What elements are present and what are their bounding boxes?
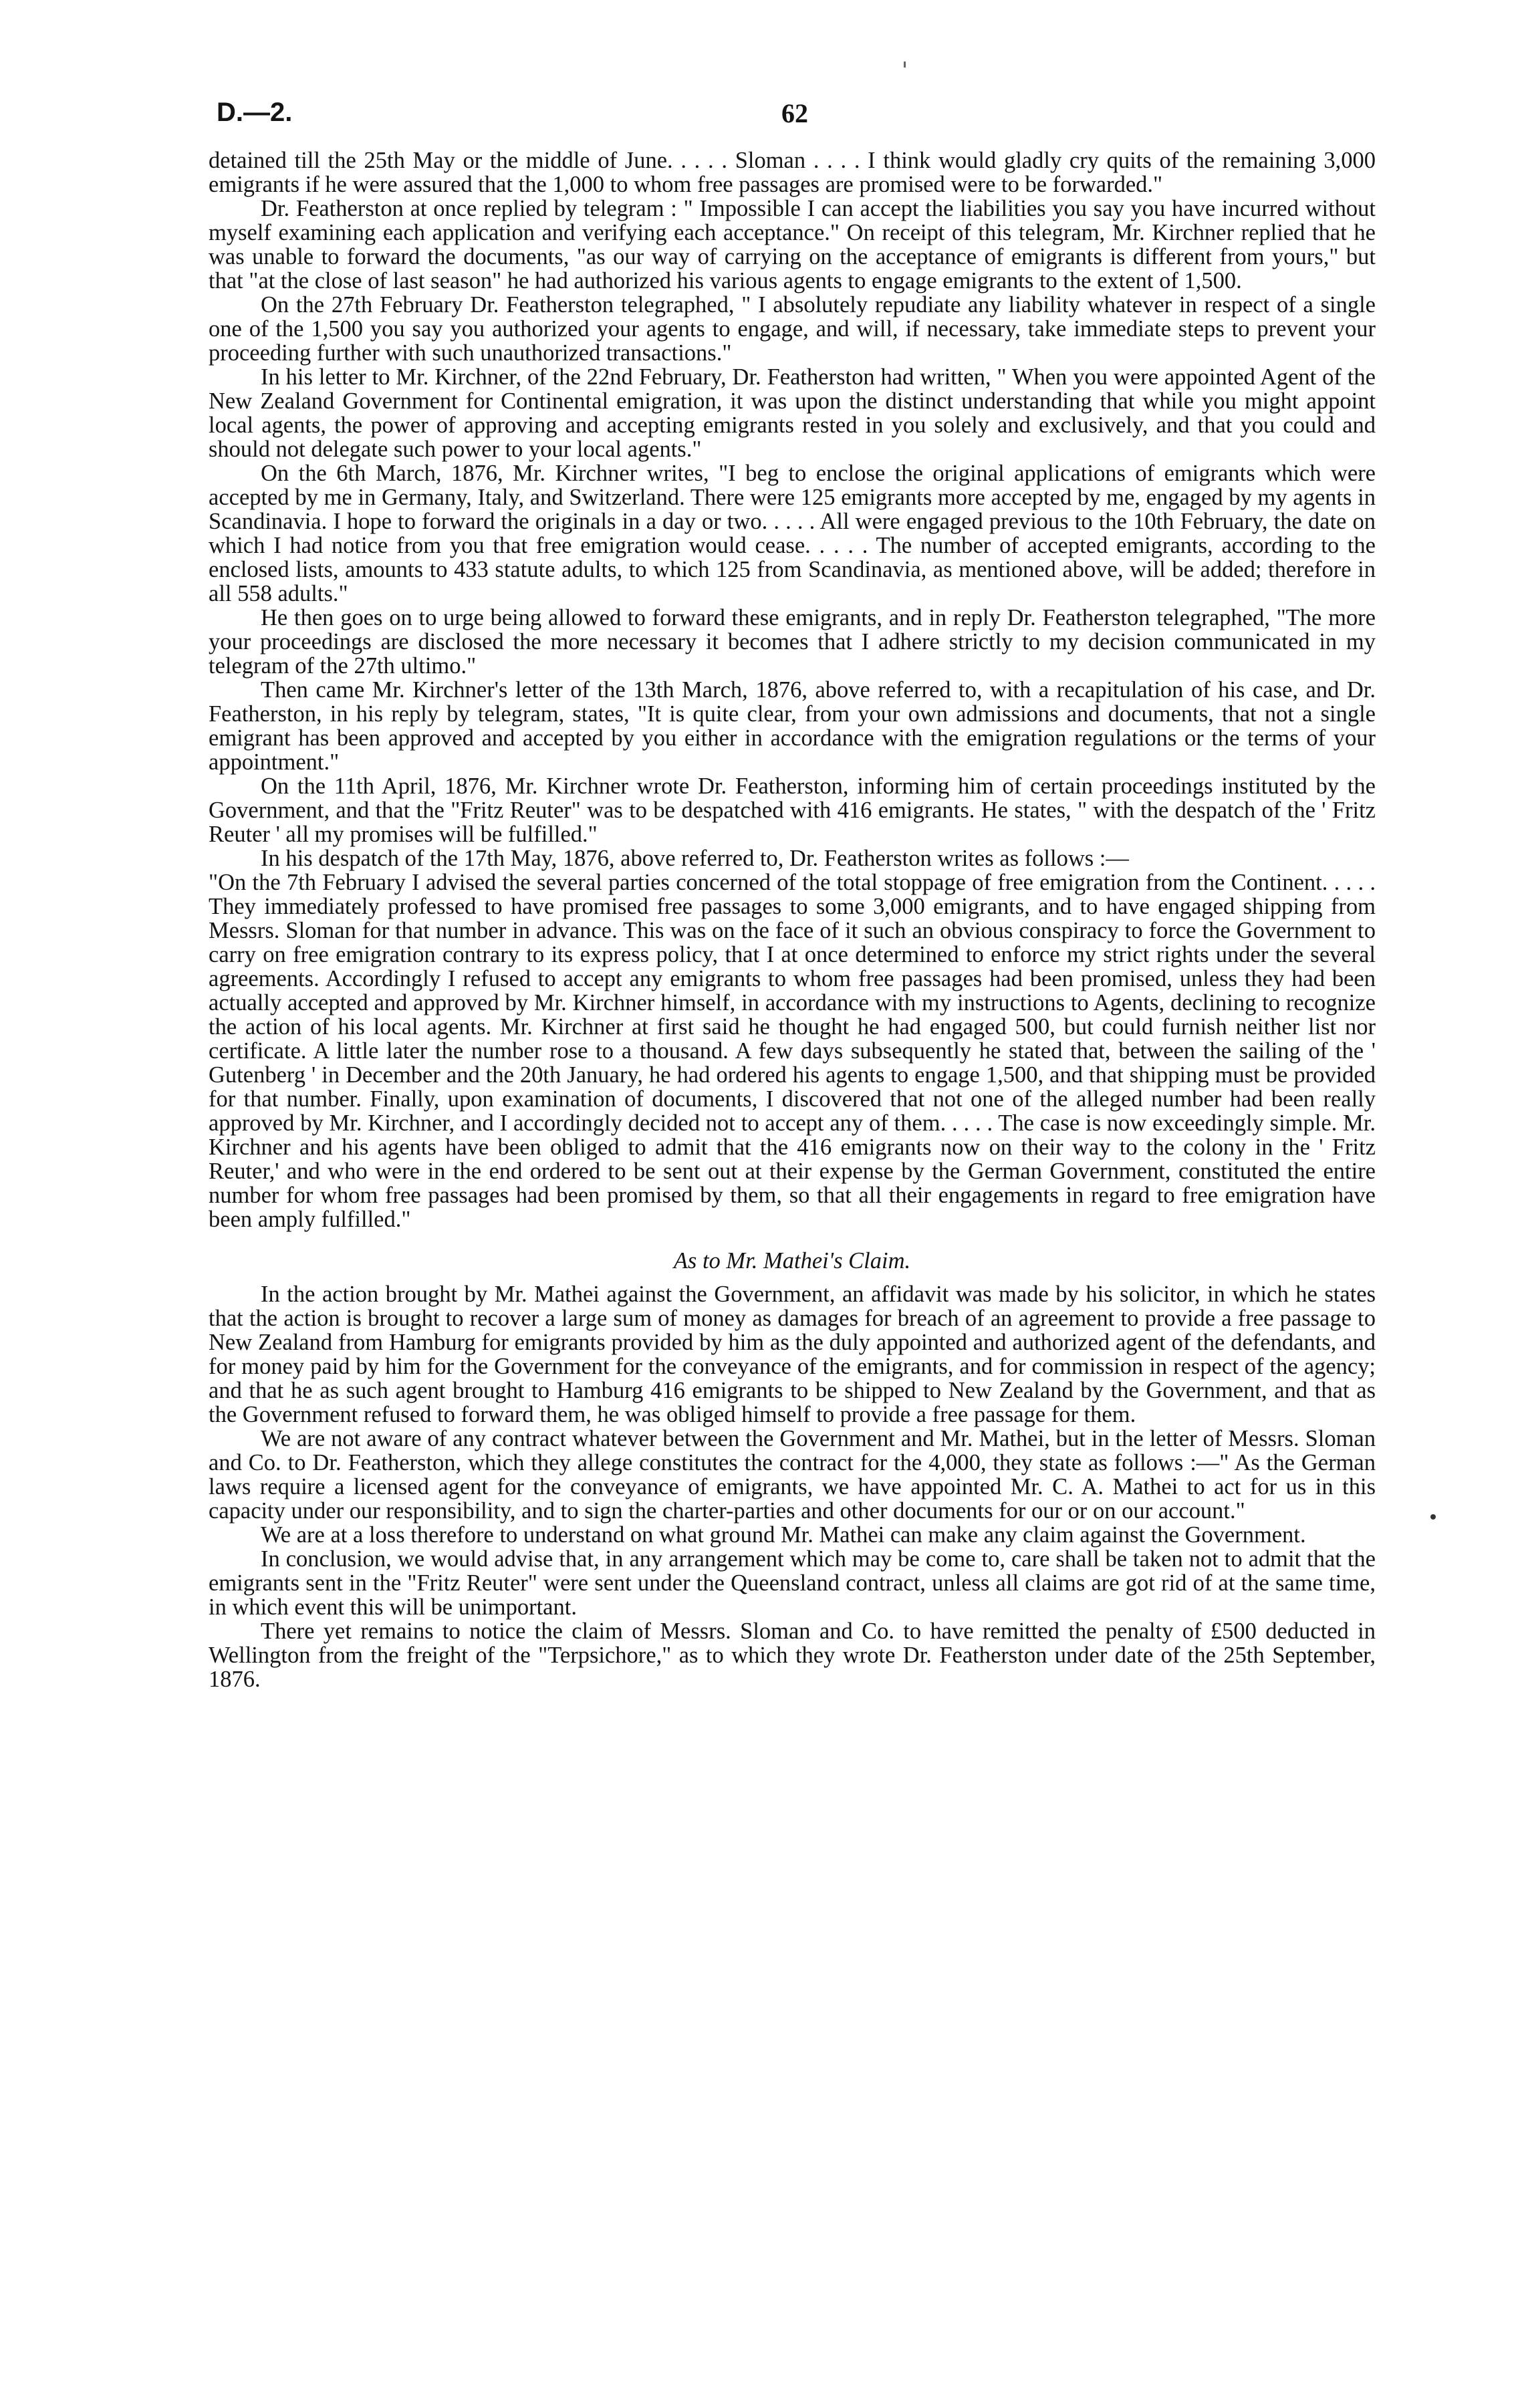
margin-mark	[1430, 1514, 1436, 1520]
section-heading: As to Mr. Mathei's Claim.	[673, 1248, 911, 1274]
paragraph: In his despatch of the 17th May, 1876, above referred to, Dr. Featherston writes as follows :—	[261, 846, 1129, 871]
paragraph: We are at a loss therefore to understand on what ground Mr. Mathei can make any claim against the Government.	[261, 1522, 1306, 1548]
paragraph: On the 27th February Dr. Featherston telegraphed, " I absolutely repudiate any liability whatever in respect of a single one of the 1,500 you say you authorized your agents to engage, and will, if necessary, take immediate steps to prevent your proceeding further with such unauthorized transactions."	[209, 292, 1376, 366]
paragraph: On the 6th March, 1876, Mr. Kirchner writes, "I beg to enclose the original applications of emigrants which were accepted by me in Germany, Italy, and Switzerland. There were 125 emigrants more accepted by me, engaged by my agents in Scandinavia. I hope to forward the originals in a day or two. . . . . All were engaged previous to the 10th February, the date on which I had notice from you that free emigration would cease. . . . . The number of accepted emigrants, according to the enclosed lists, amounts to 433 statute adults, to which 125 from Scandinavia, as mentioned above, will be added; therefore in all 558 adults."	[209, 461, 1376, 606]
quoted-despatch: "On the 7th February I advised the several parties concerned of the total stoppage of free emigration from the Continent. . . . . They immediately professed to have promised free passages to some 3,000 emigrants, and to have engaged shipping from Messrs. Sloman for that number in advance. This was on the face of it such an obvious conspiracy to force the Government to carry on free emigration contrary to its express policy, that I at once determined to enforce my strict rights under the several agreements. Accordingly I refused to accept any emigrants to whom free passages had been promised, unless they had been actually accepted and approved by Mr. Kirchner himself, in accordance with my instructions to Agents, declining to recognize the action of his local agents. Mr. Kirchner at first said he thought he had engaged 500, but could furnish neither list nor certificate. A little later the number rose to a thousand. A few days subsequently he stated that, between the sailing of the ' Gutenberg ' in December and the 20th January, he had ordered his agents to engage 1,500, and that shipping must be provided for that number. Finally, upon examination of documents, I discovered that not one of the alleged number had been really approved by Mr. Kirchner, and I accordingly decided not to accept any of them. . . . . The case is now exceedingly simple. Mr. Kirchner and his agents have been obliged to admit that the 416 emigrants now on their way to the colony in the ' Fritz Reuter,' and who were in the end ordered to be sent out at their expense by the German Government, constituted the entire number for whom free passages had been promised by them, so that all their engagements in regard to free emigration have been amply fulfilled."	[209, 870, 1376, 1232]
paragraph: In his letter to Mr. Kirchner, of the 22nd February, Dr. Featherston had written, " When you were appointed Agent of the New Zealand Government for Continental emigration, it was upon the distinct understanding that while you might appoint local agents, the power of approving and accepting emigrants rested in you solely and exclusively, and that you could and should not delegate such power to your local agents."	[209, 364, 1376, 462]
page-number: 62	[781, 98, 808, 128]
paragraph: In the action brought by Mr. Mathei against the Government, an affidavit was made by his solicitor, in which he states that the action is brought to recover a large sum of money as damages for breach of an agreement to provide a free passage to New Zealand from Hamburg for emigrants provided by him as the duly appointed and authorized agent of the defendants, and for money paid by him for the Government for the conveyance of the emigrants, and for commission in respect of the agency; and that he as such agent brought to Hamburg 416 emigrants to be shipped to New Zealand by the Government, and that as the Government refused to forward them, he was obliged himself to provide a free passage for them.	[209, 1282, 1376, 1427]
body-text	[209, 148, 1376, 1691]
paragraph: We are not aware of any contract whatever between the Government and Mr. Mathei, but in the letter of Messrs. Sloman and Co. to Dr. Featherston, which they allege constitutes the contract for the 4,000, they state as follows :—" As the German laws require a licensed agent for the conveyance of emigrants, we have appointed Mr. C. A. Mathei to act for us in this capacity under our responsibility, and to sign the charter-parties and other documents for our or on our account."	[209, 1426, 1376, 1524]
paragraph: Dr. Featherston at once replied by telegram : " Impossible I can accept the liabilities you say you have incurred without myself examining each application and verifying each acceptance." On receipt of this telegram, Mr. Kirchner replied that he was unable to forward the documents, "as our way of carrying on the acceptance of emigrants is different from yours," but that "at the close of last season" he had authorized his various agents to engage emigrants to the extent of 1,500.	[209, 196, 1376, 293]
paragraph: He then goes on to urge being allowed to forward these emigrants, and in reply Dr. Featherston telegraphed, "The more your proceedings are disclosed the more necessary it becomes that I adhere strictly to my decision communicated in my telegram of the 27th ultimo."	[209, 605, 1376, 679]
paragraph: There yet remains to notice the claim of Messrs. Sloman and Co. to have remitted the penalty of £500 deducted in Wellington from the freight of the "Terpsichore," as to which they wrote Dr. Featherston under date of the 25th September, 1876.	[209, 1618, 1376, 1692]
paragraph: On the 11th April, 1876, Mr. Kirchner wrote Dr. Featherston, informing him of certain proceedings instituted by the Government, and that the "Fritz Reuter" was to be despatched with 416 emigrants. He states, " with the despatch of the ' Fritz Reuter ' all my promises will be fulfilled."	[209, 773, 1376, 847]
paragraph: Then came Mr. Kirchner's letter of the 13th March, 1876, above referred to, with a recapitulation of his case, and Dr. Featherston, in his reply by telegram, states, "It is quite clear, from your own admissions and documents, that not a single emigrant has been approved and accepted by you either in accordance with the emigration regulations or the terms of your appointment."	[209, 677, 1376, 775]
page-header	[217, 98, 1373, 138]
paragraph: In conclusion, we would advise that, in any arrangement which may be come to, care shall be taken not to admit that the emigrants sent in the "Fritz Reuter" were sent under the Queensland contract, unless all claims are got rid of at the same time, in which event this will be unimportant.	[209, 1546, 1376, 1620]
print-mark	[904, 62, 906, 68]
paragraph: detained till the 25th May or the middle of June. . . . . Sloman . . . . I think would gladly cry quits of the remaining 3,000 emigrants if he were assured that the 1,000 to whom free passages are promised were to be forwarded."	[209, 148, 1376, 197]
document-reference: D.—2.	[217, 98, 293, 127]
